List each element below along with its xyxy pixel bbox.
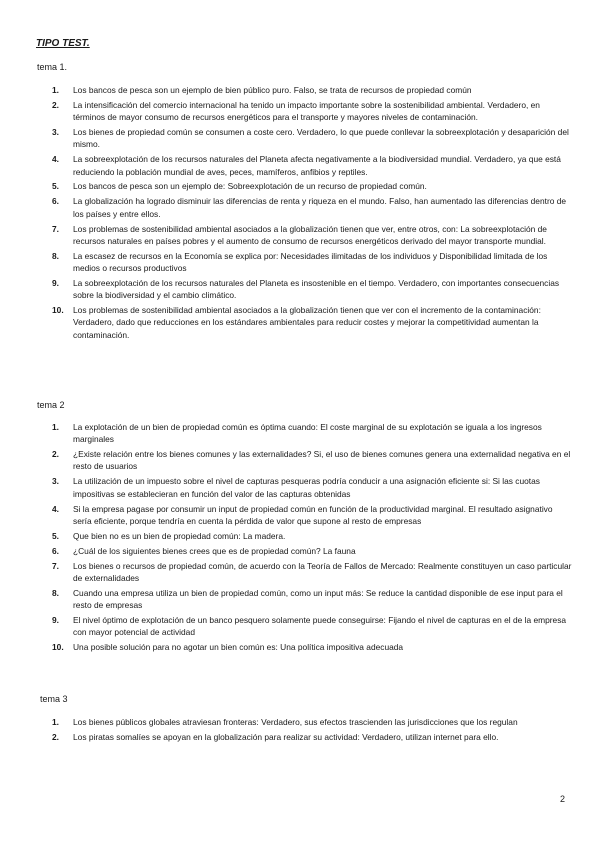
list-item-text: La utilización de un impuesto sobre el nivel de capturas pesqueras podría conducir a una asignación eficiente si: Si las cuotas impositivas se establecieran en función del valor de las capturas obtenidas [73,476,540,499]
list-item-text: ¿Existe relación entre los bienes comunes y las externalidades? Si, el uso de bienes comunes genera una externalidad negativa en el resto de usuarios [73,449,571,472]
list-item [52,250,572,275]
list-item [52,421,572,446]
list-item [52,530,572,542]
question-list-tema-2 [52,421,572,656]
list-item-number: 1. [52,422,59,432]
list-item-text: Los problemas de sostenibilidad ambiental asociados a la globalización tienen que ver, entre otros, con: La sobreexplotación de recursos naturales en países pobres y el aumento de consumo de recursos energéticos derivado del mayor transporte mundial. [73,223,547,246]
list-item [52,716,572,728]
list-item-text: Los bienes de propiedad común se consumen a coste cero. Verdadero, lo que puede conllevar la sobreexplotación y desaparición del mismo. [73,127,569,150]
list-item-number: 9. [52,614,59,625]
list-item [52,223,572,248]
section-label-tema-1: tema 1. [37,62,68,72]
list-item-text: Los bancos de pesca son un ejemplo de: Sobreexplotación de un recurso de propiedad común. [73,181,427,192]
list-item-number: 2. [52,449,59,460]
list-item [52,545,572,557]
list-item-text: Cuando una empresa utiliza un bien de propiedad común, como un input más: Se reduce la cantidad disponible de ese input para el resto de empresas [73,587,563,611]
list-item-text: La explotación de un bien de propiedad común es óptima cuando: El coste marginal de su explotación se iguala a los ingresos marginales [73,422,542,445]
list-item-text: Los problemas de sostenibilidad ambiental asociados a la globalización tienen que ver con el incremento de la contaminación: Verdadero, dado que reducciones en los estándares ambientales para reducir costes y mejorar la competitividad aumentan la contaminación. [73,305,541,340]
page-number: 2 [559,794,565,804]
list-item [52,304,572,341]
list-item-number: 2. [52,99,59,110]
list-item-number: 6. [52,196,59,207]
list-item-number: 2. [52,731,59,742]
list-item [52,587,572,612]
list-item-text: Los piratas somalíes se apoyan en la globalización para realizar su actividad: Verdadero, utilizan internet para ello. [73,731,499,742]
list-item-number: 6. [52,545,59,556]
list-item-text: Los bienes o recursos de propiedad común, de acuerdo con la Teoría de Fallos de Mercado: Realmente constituyen un caso particular de externalidades [73,560,572,583]
list-item-number: 7. [52,560,59,571]
list-item-number: 5. [52,181,59,192]
list-item [52,195,572,220]
list-item-number: 1. [52,717,59,727]
list-item-number: 4. [52,154,59,165]
list-item-number: 3. [52,127,59,138]
list-item [52,731,572,743]
section-label-tema-2: tema 2 [37,400,65,410]
list-item-text: La sobreexplotación de los recursos naturales del Planeta afecta negativamente a la biodiversidad mundial. Verdadero, ya que está reduciendo la población mundial de aves, peces, mamíferos, anfibios y reptiles. [73,154,561,177]
question-list-tema-3 [52,716,572,746]
list-item [52,560,572,585]
page-title: TIPO TEST. [36,38,90,49]
list-item-text: Que bien no es un bien de propiedad común: La madera. [73,530,286,541]
list-item-number: 5. [52,530,59,541]
list-item-number: 10. [52,305,64,316]
list-item [52,641,572,653]
list-item-text: Los bienes públicos globales atraviesan fronteras: Verdadero, sus efectos trascienden las jurisdicciones que los regulan [73,717,518,727]
list-item-text: ¿Cuál de los siguientes bienes crees que es de propiedad común? La fauna [73,545,356,556]
list-item [52,153,572,178]
list-item-text: La intensificación del comercio internacional ha tenido un impacto importante sobre la sostenibilidad ambiental. Verdadero, en términos de mayor consumo de recursos energéticos para el transporte y mayores niveles de contaminación. [73,99,540,123]
question-list-tema-1 [52,84,572,344]
list-item-text: Una posible solución para no agotar un bien común es: Una política impositiva adecuada [73,642,404,653]
list-item [52,84,572,96]
list-item-number: 1. [52,85,59,95]
list-item-number: 3. [52,476,59,487]
list-item [52,475,572,500]
list-item-text: Si la empresa pagase por consumir un input de propiedad común en función de la productividad marginal. El resultado asignativo sería eficiente, porque tendría en cuenta la pérdida de valor que supone al resto de empresas [73,503,553,526]
list-item-text: El nivel óptimo de explotación de un banco pesquero solamente puede conseguirse: Fijando el nivel de capturas en el de la empresa con mayor potencial de actividad [73,614,567,638]
section-label-tema-3: tema 3 [40,694,68,704]
list-item [52,448,572,473]
list-item [52,277,572,302]
list-item-number: 9. [52,277,59,288]
list-item-number: 8. [52,587,59,598]
list-item-text: La sobreexplotación de los recursos naturales del Planeta es insostenible en el tiempo. Verdadero, con importantes consecuencias sobre la biodiversidad y el cambio climático. [73,277,560,301]
list-item-text: La globalización ha logrado disminuir las diferencias de renta y riqueza en el mundo. Falso, han aumentado las diferencias dentro de los países y entre ellos. [73,196,567,219]
list-item-number: 8. [52,250,59,261]
list-item [52,503,572,528]
list-item [52,126,572,151]
list-item-text: Los bancos de pesca son un ejemplo de bien público puro. Falso, se trata de recursos de propiedad común [73,85,472,95]
list-item-number: 10. [52,642,64,653]
list-item [52,180,572,192]
list-item-number: 4. [52,503,59,514]
list-item-number: 7. [52,223,59,234]
list-item [52,614,572,639]
list-item [52,99,572,124]
list-item-text: La escasez de recursos en la Economía se explica por: Necesidades ilimitadas de los individuos y Disponibilidad limitada de los medios o recursos productivos [73,250,548,274]
